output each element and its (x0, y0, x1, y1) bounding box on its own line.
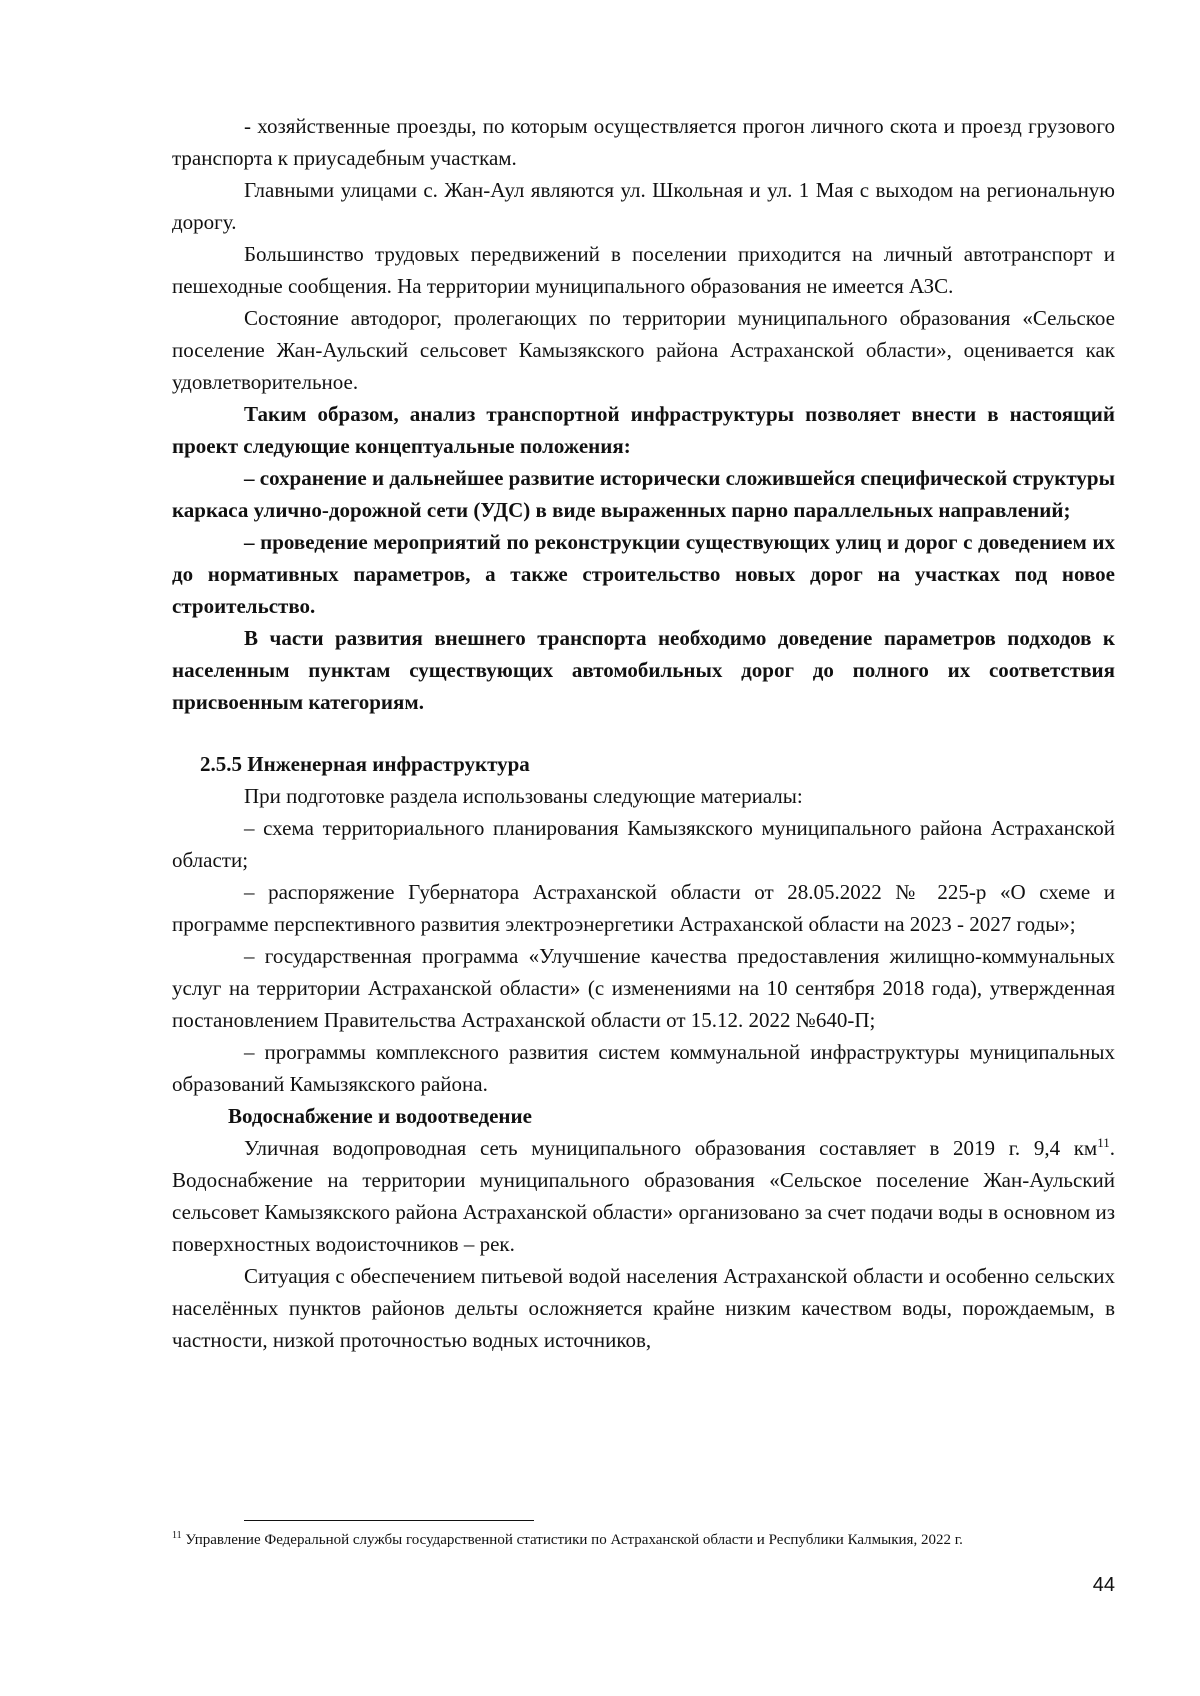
page-body (172, 110, 1115, 1356)
footnote-reference[interactable]: 11 (1097, 1135, 1110, 1150)
section-heading: 2.5.5 Инженерная инфраструктура (200, 752, 530, 776)
paragraph-text: Уличная водопроводная сеть муниципального образования составляет в 2019 г. 9,4 км (244, 1136, 1098, 1160)
paragraph: – распоряжение Губернатора Астраханской области от 28.05.2022 № 225-р «О схеме и программе перспективного развития электроэнергетики Астраханской области на 2023 - 2027 годы»; (172, 880, 1115, 936)
footnote-text: Управление Федеральной службы государственной статистики по Астраханской области и Республики Калмыкия, 2022 г. (181, 1532, 963, 1548)
subsection-heading: Водоснабжение и водоотведение (228, 1104, 532, 1128)
paragraph-bold: – сохранение и дальнейшее развитие исторически сложившейся специфической структуры каркаса улично-дорожной сети (УДС) в виде выраженных парно параллельных направлений; (172, 466, 1115, 522)
footnote (172, 1530, 1115, 1551)
footnote-separator (244, 1520, 534, 1521)
paragraph: Большинство трудовых передвижений в поселении приходится на личный автотранспорт и пешеходные сообщения. На территории муниципального образования не имеется АЗС. (172, 242, 1115, 298)
paragraph: Главными улицами с. Жан-Аул являются ул. Школьная и ул. 1 Мая с выходом на региональную дорогу. (172, 178, 1115, 234)
paragraph: – схема территориального планирования Камызякского муниципального района Астраханской области; (172, 816, 1115, 872)
paragraph-with-footnote-ref (172, 1132, 1115, 1260)
footnote-number: 11 (172, 1530, 182, 1541)
paragraph-text: . Водоснабжение на территории муниципального образования «Сельское поселение Жан-Аульский сельсовет Камызякского района Астраханской области» организовано за счет подачи воды в основном из поверхностных водоисточников – рек. (172, 1136, 1115, 1256)
paragraph: При подготовке раздела использованы следующие материалы: (244, 784, 803, 808)
paragraph: – программы комплексного развития систем коммунальной инфраструктуры муниципальных образований Камызякского района. (172, 1040, 1115, 1096)
paragraph-bold: Таким образом, анализ транспортной инфраструктуры позволяет внести в настоящий проект следующие концептуальные положения: (172, 402, 1115, 458)
paragraph-bold: В части развития внешнего транспорта необходимо доведение параметров подходов к населенным пунктам существующих автомобильных дорог до полного их соответствия присвоенным категориям. (172, 626, 1115, 714)
paragraph-bold: – проведение мероприятий по реконструкции существующих улиц и дорог с доведением их до нормативных параметров, а также строительство новых дорог на участках под новое строительство. (172, 530, 1115, 618)
paragraph: - хозяйственные проезды, по которым осуществляется прогон личного скота и проезд грузового транспорта к приусадебным участкам. (172, 114, 1115, 170)
paragraph: – государственная программа «Улучшение качества предоставления жилищно-коммунальных услуг на территории Астраханской области» (с изменениями на 10 сентября 2018 года), утвержденная постановлением Правительства Астраханской области от 15.12. 2022 №640-П; (172, 944, 1115, 1032)
page-number: 44 (1092, 1574, 1115, 1596)
paragraph: Ситуация с обеспечением питьевой водой населения Астраханской области и особенно сельских населённых пунктов районов дельты осложняется крайне низким качеством воды, порождаемым, в частности, низкой проточностью водных источников, (172, 1264, 1115, 1352)
paragraph: Состояние автодорог, пролегающих по территории муниципального образования «Сельское поселение Жан-Аульский сельсовет Камызякского района Астраханской области», оценивается как удовлетворительное. (172, 306, 1115, 394)
